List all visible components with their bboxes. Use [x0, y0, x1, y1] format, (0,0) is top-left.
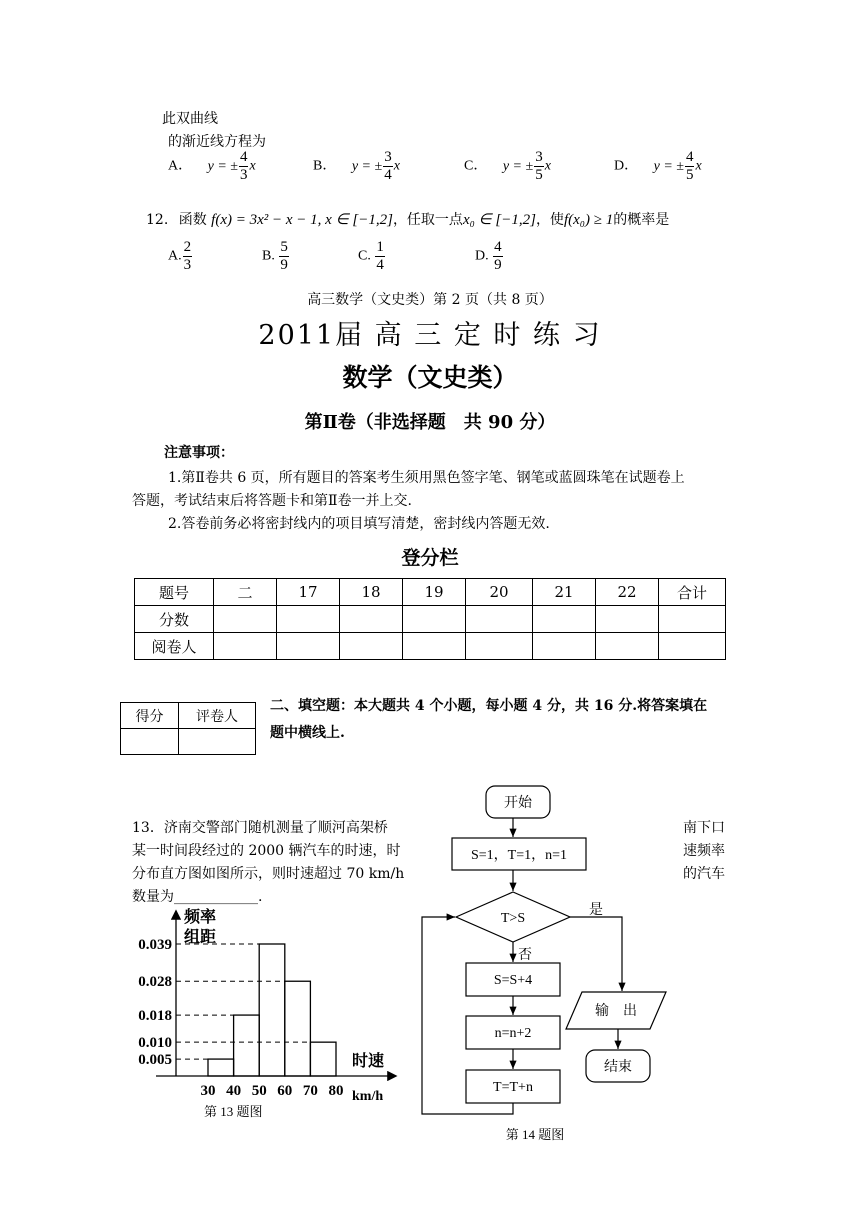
- table-row: [135, 633, 726, 660]
- x-tick-label: 50: [251, 1083, 267, 1099]
- grader-cell[interactable]: [179, 729, 256, 755]
- score-cell[interactable]: [659, 633, 726, 660]
- table-row: [121, 703, 256, 729]
- histogram-bar: [310, 1042, 336, 1076]
- table-header-cell: 18: [340, 579, 403, 606]
- notice-item1: 1.第Ⅱ卷共 6 页，所有题目的答案考生须用黑色签字笔、钢笔或蓝圆珠笔在试题卷上: [168, 470, 685, 486]
- page-footer: 高三数学（文史类）第 2 页（共 8 页）: [307, 292, 553, 308]
- score-cell[interactable]: [403, 606, 466, 633]
- flow-init-label: S=1，T=1，n=1: [470, 848, 568, 863]
- grader-table: [120, 702, 256, 755]
- q12-stem: 12. 函数 f(x) = 3x² − x − 1, x ∈ [−1,2]，任取一点x₀ ∈ [−1,2]，使f(x₀) ≥ 1的概率是: [146, 212, 670, 228]
- table-header-cell: 得分: [121, 703, 179, 729]
- score-cell[interactable]: [277, 633, 340, 660]
- notice-item2: 2.答卷前务必将密封线内的项目填写清楚，密封线内答题无效.: [168, 516, 550, 532]
- q11-option-b[interactable]: B． y = ± $\frac{3}{4}$ x: [313, 149, 400, 183]
- x-tick-label: 80: [328, 1083, 344, 1099]
- score-cell[interactable]: [340, 606, 403, 633]
- fraction: $\frac{1}{4}$: [376, 239, 384, 273]
- flowchart: [410, 780, 740, 1150]
- flow-step2-label: n=n+2: [494, 1026, 532, 1041]
- score-cell[interactable]: [466, 633, 533, 660]
- table-header-cell: 17: [277, 579, 340, 606]
- flow-yes-arrow: [570, 917, 622, 991]
- fraction: $\frac{3}{4}$: [384, 149, 392, 183]
- q13-line4: 数量为____________.: [132, 889, 263, 905]
- score-cell[interactable]: [533, 606, 596, 633]
- q11-option-a[interactable]: A． y = ± $\frac{4}{3}$ x: [168, 149, 256, 183]
- fraction: $\frac{4}{9}$: [494, 239, 502, 273]
- q11-option-c[interactable]: C． y = ± $\frac{3}{5}$ x: [464, 149, 551, 183]
- table-header-cell: 21: [533, 579, 596, 606]
- flow-step3-label: T=T+n: [493, 1080, 533, 1095]
- score-cell[interactable]: [277, 606, 340, 633]
- fraction: $\frac{5}{9}$: [280, 239, 288, 273]
- x-tick-label: 60: [277, 1083, 293, 1099]
- histogram-bar: [208, 1059, 234, 1076]
- fraction: $\frac{4}{3}$: [239, 149, 248, 183]
- histogram-bar: [259, 944, 285, 1076]
- x-unit: km/h: [352, 1089, 384, 1104]
- histogram-caption: 第 13 题图: [204, 1104, 263, 1119]
- y-tick-label: 0.028: [138, 974, 172, 991]
- exam-title: 2011届 高 三 定 时 练 习: [258, 320, 602, 351]
- score-table-title: 登分栏: [401, 547, 459, 569]
- table-header-cell: 二: [214, 579, 277, 606]
- x-tick-label: 70: [302, 1083, 318, 1099]
- grader-cell[interactable]: [121, 729, 179, 755]
- y-tick-label: 0.005: [138, 1052, 172, 1069]
- score-cell[interactable]: [214, 606, 277, 633]
- flow-start-label: 开始: [504, 796, 532, 811]
- table-header-cell: 20: [466, 579, 533, 606]
- q13-line1: 13．济南交警部门随机测量了顺河高架桥: [132, 820, 388, 836]
- score-cell[interactable]: [596, 633, 659, 660]
- score-cell[interactable]: [533, 633, 596, 660]
- q12-option-b[interactable]: B. $\frac{5}{9}$: [262, 239, 288, 273]
- q13-line2-right: 速频率: [683, 843, 725, 859]
- q13-line3: 分布直方图如图所示，则时速超过 70 km/h: [132, 866, 405, 882]
- row-label: 分数: [135, 606, 214, 633]
- flow-output-label: 输 出: [595, 1004, 637, 1019]
- table-row: [135, 579, 726, 606]
- score-table: [134, 578, 726, 660]
- flow-no-label: 否: [518, 948, 532, 963]
- q12-option-d[interactable]: D. $\frac{4}{9}$: [475, 239, 502, 273]
- fraction: $\frac{4}{5}$: [685, 149, 694, 183]
- q13-line1-right: 南下口: [683, 820, 725, 836]
- y-tick-label: 0.010: [138, 1035, 172, 1052]
- row-label: 阅卷人: [135, 633, 214, 660]
- score-cell[interactable]: [596, 606, 659, 633]
- score-cell[interactable]: [659, 606, 726, 633]
- histogram-bar: [285, 981, 311, 1076]
- q11-text-line2: 的渐近线方程为: [168, 134, 266, 150]
- table-header-cell: 22: [596, 579, 659, 606]
- q12-option-c[interactable]: C. $\frac{1}{4}$: [358, 239, 384, 273]
- table-header-cell: 合计: [659, 579, 726, 606]
- section2-heading: 二、填空题：本大题共 4 个小题，每小题 4 分，共 16 分.将答案填在: [270, 698, 708, 714]
- fraction: $\frac{2}{3}$: [183, 239, 192, 273]
- q13-line3-right: 的汽车: [683, 866, 725, 882]
- histogram-bar: [234, 1015, 260, 1076]
- section2-heading-cont: 题中横线上.: [270, 725, 345, 741]
- flow-cond-label: T>S: [500, 911, 526, 926]
- subject-title: 数学（文史类）: [342, 363, 518, 392]
- table-row: [135, 606, 726, 633]
- x-label: 时速: [352, 1053, 385, 1070]
- x-tick-label: 30: [200, 1083, 216, 1099]
- fraction: $\frac{3}{5}$: [535, 149, 543, 183]
- q12-option-a[interactable]: A. $\frac{2}{3}$: [168, 239, 192, 273]
- flow-step1-label: S=S+4: [493, 973, 533, 988]
- flow-end-label: 结束: [604, 1060, 632, 1075]
- y-tick-label: 0.039: [138, 937, 172, 953]
- table-header-cell: 评卷人: [179, 703, 256, 729]
- q13-line2: 某一时间段经过的 2000 辆汽车的时速，时: [132, 843, 401, 859]
- q11-text-line1: 此双曲线: [162, 111, 218, 127]
- score-cell[interactable]: [403, 633, 466, 660]
- table-header-cell: 19: [403, 579, 466, 606]
- histogram-chart: [120, 900, 410, 1130]
- y-label-bottom: 组距: [184, 929, 217, 946]
- notice-heading: 注意事项：: [164, 445, 234, 461]
- flowchart-caption: 第 14 题图: [505, 1127, 565, 1142]
- y-tick-label: 0.018: [138, 1008, 172, 1025]
- flow-yes-label: 是: [589, 903, 603, 918]
- table-row: [121, 729, 256, 755]
- notice-item1-cont: 答题，考试结束后将答题卡和第Ⅱ卷一并上交.: [132, 493, 412, 509]
- x-tick-label: 40: [226, 1083, 242, 1099]
- score-cell[interactable]: [340, 633, 403, 660]
- score-cell[interactable]: [214, 633, 277, 660]
- score-cell[interactable]: [466, 606, 533, 633]
- part-title: 第Ⅱ卷（非选择题 共 90 分）: [304, 412, 556, 433]
- y-label-top: 频率: [184, 909, 217, 926]
- q11-option-d[interactable]: D． y = ± $\frac{4}{5}$ x: [614, 149, 702, 183]
- table-header-cell: 题号: [135, 579, 214, 606]
